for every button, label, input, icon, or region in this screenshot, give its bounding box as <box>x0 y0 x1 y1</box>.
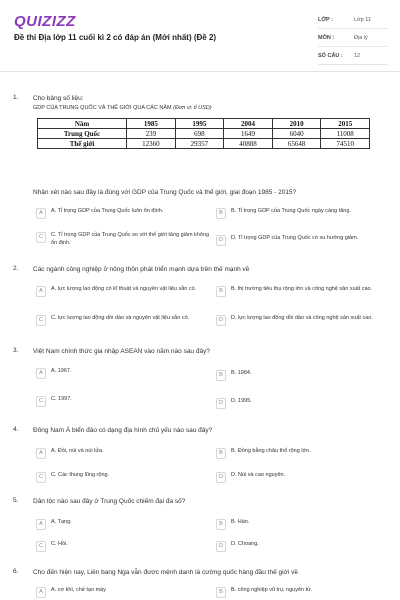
option-letter-badge: C <box>36 232 46 243</box>
table-header-cell: 2015 <box>321 119 370 129</box>
gdp-table <box>37 118 370 149</box>
option-text: D. Tỉ trọng GDP của Trung Quốc có xu hướng giảm. <box>231 235 359 241</box>
question-text: Các ngành công nghiệp ở nông thôn phát triển mạnh dựa trên thế mạnh về <box>33 266 250 273</box>
option-text: B. thị trường tiêu thụ rộng lớn và công nghệ sản xuất cao. <box>231 286 373 292</box>
table-header-cell: 2010 <box>272 119 321 129</box>
option-text: A. Tỉ trọng GDP của Trung Quốc luôn ổn định. <box>51 208 164 214</box>
option-letter-badge: B <box>216 208 226 219</box>
table-row-header: Trung Quốc <box>38 129 127 139</box>
table-row-header: Thế giới <box>38 139 127 149</box>
table-caption <box>33 105 212 111</box>
table-header-cell: 1995 <box>175 119 224 129</box>
table-row <box>38 139 370 149</box>
option-letter-badge: B <box>216 370 226 381</box>
option-letter-badge: A <box>36 519 46 530</box>
table-header-cell: 2004 <box>224 119 273 129</box>
table-row <box>38 129 370 139</box>
table-cell: 65648 <box>272 139 321 149</box>
option-letter-badge: B <box>216 286 226 297</box>
meta-row-class <box>318 11 388 29</box>
table-header-cell: 1985 <box>127 119 176 129</box>
option-letter-badge: C <box>36 315 46 326</box>
option-text: B. công nghiệp vũ trụ, nguyên tử. <box>231 587 313 593</box>
option-letter-badge: B <box>216 519 226 530</box>
question-text: Cho bảng số liệu: <box>33 95 84 102</box>
option-text: C. 1997. <box>51 396 72 402</box>
table-cell: 11008 <box>321 129 370 139</box>
option-letter-badge: B <box>216 587 226 598</box>
question-number: 6. <box>13 568 19 575</box>
page-title: Đề thi Địa lớp 11 cuối kì 2 có đáp án (Mới nhất) (Đề 2) <box>14 33 217 42</box>
header <box>0 0 400 70</box>
option-text: D. Núi và cao nguyên. <box>231 472 286 478</box>
question-number: 1. <box>13 94 19 101</box>
question-number: 5. <box>13 497 19 504</box>
option-letter-badge: C <box>36 541 46 552</box>
question-text: Đông Nam Á biển đảo có dạng địa hình chủ yếu nào sau đây? <box>33 427 213 434</box>
option-text: C. Các thung lũng rộng. <box>51 472 110 478</box>
table-cell: 698 <box>175 129 224 139</box>
table-cell: 29357 <box>175 139 224 149</box>
question-number: 2. <box>13 265 19 272</box>
question-number: 4. <box>13 426 19 433</box>
table-caption-title: GDP CỦA TRUNG QUỐC VÀ THẾ GIỚI QUA CÁC NĂM <box>33 105 172 111</box>
option-text: B. Tỉ trọng GDP của Trung Quốc ngày càng tăng. <box>231 208 351 214</box>
quizizz-logo[interactable]: QUIZIZZ <box>14 13 76 30</box>
meta-row-subject <box>318 29 388 47</box>
option-text: C. lực lượng lao động dồi dào và nguyên vật liệu sẵn có. <box>51 315 190 321</box>
option-letter-badge: C <box>36 472 46 483</box>
option-letter-badge: A <box>36 448 46 459</box>
option-text: C. Tỉ trọng GDP của Trung Quốc so với thế giới tăng giảm không ổn định. <box>51 232 210 246</box>
option-text: B. Đồng bằng châu thổ rộng lớn. <box>231 448 311 454</box>
option-letter-badge: D <box>216 235 226 246</box>
meta-value: Địa lý <box>354 34 368 41</box>
question-number: 3. <box>13 347 19 354</box>
option-text: A. cơ khí, chế tạo máy <box>51 587 106 593</box>
meta-panel <box>318 11 388 65</box>
question-prompt: Nhận xét nào sau đây là đúng với GDP của Trung Quốc và thế giới, giai đoạn 1985 - 2015? <box>33 189 297 196</box>
option-letter-badge: D <box>216 398 226 409</box>
option-text: D. 1995. <box>231 398 252 404</box>
meta-key: SỐ CÂU : <box>318 52 343 59</box>
option-letter-badge: A <box>36 286 46 297</box>
table-cell: 12360 <box>127 139 176 149</box>
option-letter-badge: B <box>216 448 226 459</box>
option-letter-badge: D <box>216 472 226 483</box>
option-letter-badge: A <box>36 368 46 379</box>
option-text: C. Hồi. <box>51 541 68 547</box>
meta-value: 12 <box>354 52 361 59</box>
option-text: A. Tạng. <box>51 519 72 525</box>
option-text: A. Đồi, núi và núi lửa. <box>51 448 104 454</box>
option-letter-badge: D <box>216 315 226 326</box>
table-caption-unit: (Đơn vị: tỉ USD) <box>173 105 212 111</box>
table-cell: 6040 <box>272 129 321 139</box>
option-letter-badge: C <box>36 396 46 407</box>
option-text: B. 1984. <box>231 370 252 376</box>
question-text: Việt Nam chính thức gia nhập ASEAN vào năm nào sau đây? <box>33 348 210 355</box>
meta-row-count <box>318 47 388 65</box>
table-header-row <box>38 119 370 129</box>
question-text: Cho đến hiện nay, Liên bang Nga vẫn được mệnh danh là cường quốc hàng đầu thế giới về <box>33 569 298 576</box>
table-cell: 1649 <box>224 129 273 139</box>
table-header-cell: Năm <box>38 119 127 129</box>
table-cell: 74510 <box>321 139 370 149</box>
option-text: A. lực lượng lao động có kĩ thuật và nguyên vật liệu sẵn có. <box>51 286 197 292</box>
option-letter-badge: A <box>36 208 46 219</box>
table-cell: 40888 <box>224 139 273 149</box>
header-divider <box>0 71 400 72</box>
option-letter-badge: A <box>36 587 46 598</box>
option-text: D. lực lượng lao động dồi dào và công nghệ sản xuất cao. <box>231 315 373 321</box>
option-text: D. Choang. <box>231 541 259 547</box>
meta-key: MÔN : <box>318 34 335 41</box>
table-cell: 239 <box>127 129 176 139</box>
question-text: Dân tộc nào sau đây ở Trung Quốc chiếm đại đa số? <box>33 498 186 505</box>
meta-value: Lớp 11 <box>354 16 371 23</box>
option-text: A. 1967. <box>51 368 72 374</box>
option-letter-badge: D <box>216 541 226 552</box>
meta-key: LỚP : <box>318 16 333 23</box>
option-text: B. Hán. <box>231 519 250 525</box>
